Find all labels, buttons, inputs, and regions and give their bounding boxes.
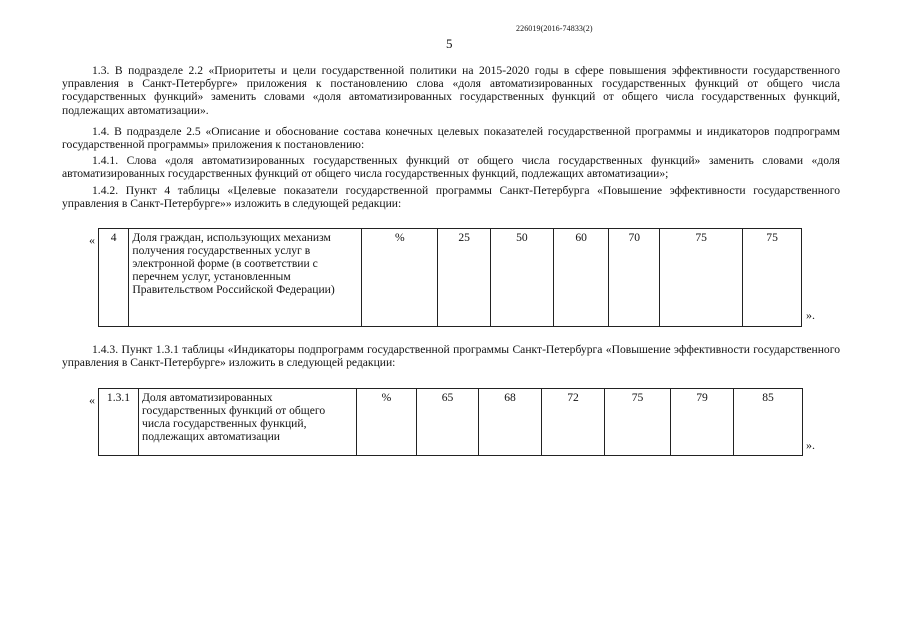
- table-row: [99, 389, 803, 456]
- paragraph-1-4-3: [62, 343, 840, 369]
- table-row: [99, 229, 802, 327]
- table2-close-quote: ».: [806, 438, 815, 452]
- table2-value: 85: [734, 389, 803, 456]
- table2-value: 79: [671, 389, 734, 456]
- table1-description: Доля граждан, использующих механизм получения государственных услуг в электронной форме (в соответствии с перечнем услуг, установленным Правительством Российской Федерации): [129, 229, 362, 327]
- table1-value: 60: [553, 229, 609, 327]
- table1-value: 75: [743, 229, 802, 327]
- table1-num: 4: [99, 229, 129, 327]
- table2-value: 72: [542, 389, 605, 456]
- table1-value: 25: [438, 229, 491, 327]
- document-number: 226019(2016-74833(2): [516, 24, 593, 33]
- table1-value: 70: [609, 229, 660, 327]
- table1-value: 50: [490, 229, 553, 327]
- table2-open-quote: «: [89, 393, 95, 407]
- table2-value: 65: [417, 389, 479, 456]
- table-target-indicators: [98, 228, 802, 327]
- table2-unit: %: [357, 389, 417, 456]
- paragraph-1-4-text: 1.4. В подразделе 2.5 «Описание и обоснование состава конечных целевых показателей государственной программы и индикаторов подпрограмм государственной программы» приложения к постановлению:: [62, 125, 840, 152]
- paragraph-1-4-1: [62, 154, 840, 180]
- table2-num: 1.3.1: [99, 389, 139, 456]
- table1-value: 75: [660, 229, 743, 327]
- paragraph-1-4-2: [62, 184, 840, 210]
- paragraph-1-3-text: 1.3. В подразделе 2.2 «Приоритеты и цели государственной политики на 2015-2020 годы в сфере повышения эффективности государственного управления в Санкт-Петербурге» приложения к постановлению слова «доля автоматизированных государственных функций от общего числа государственных функций» заменить словами «доля автоматизированных государственных функций от общего числа государственных функций, подлежащих автоматизации».: [62, 64, 840, 117]
- table-subprogram-indicators: [98, 388, 803, 456]
- paragraph-1-4-1-text: 1.4.1. Слова «доля автоматизированных государственных функций от общего числа государственных функций» заменить словами «доля автоматизированных государственных функций от общего числа государственных функций, подлежащих автоматизации»;: [62, 154, 840, 181]
- page-number: 5: [446, 36, 453, 51]
- paragraph-1-3: [62, 64, 840, 117]
- paragraph-1-4: [62, 125, 840, 151]
- table1-open-quote: «: [89, 233, 95, 247]
- table1-close-quote: ».: [806, 308, 815, 322]
- table2-value: 75: [605, 389, 671, 456]
- table1-unit: %: [362, 229, 438, 327]
- paragraph-1-4-2-text: 1.4.2. Пункт 4 таблицы «Целевые показатели государственной программы Санкт-Петербурга «Повышение эффективности государственного управления в Санкт-Петербурге»» изложить в следующей редакции:: [62, 184, 840, 211]
- table2-description: Доля автоматизированных государственных функций от общего числа государственных функций, подлежащих автоматизации: [139, 389, 357, 456]
- table2-value: 68: [479, 389, 542, 456]
- paragraph-1-4-3-text: 1.4.3. Пункт 1.3.1 таблицы «Индикаторы подпрограмм государственной программы Санкт-Петербурга «Повышение эффективности государственного управления в Санкт-Петербурге» изложить в следующей редакции:: [62, 343, 840, 370]
